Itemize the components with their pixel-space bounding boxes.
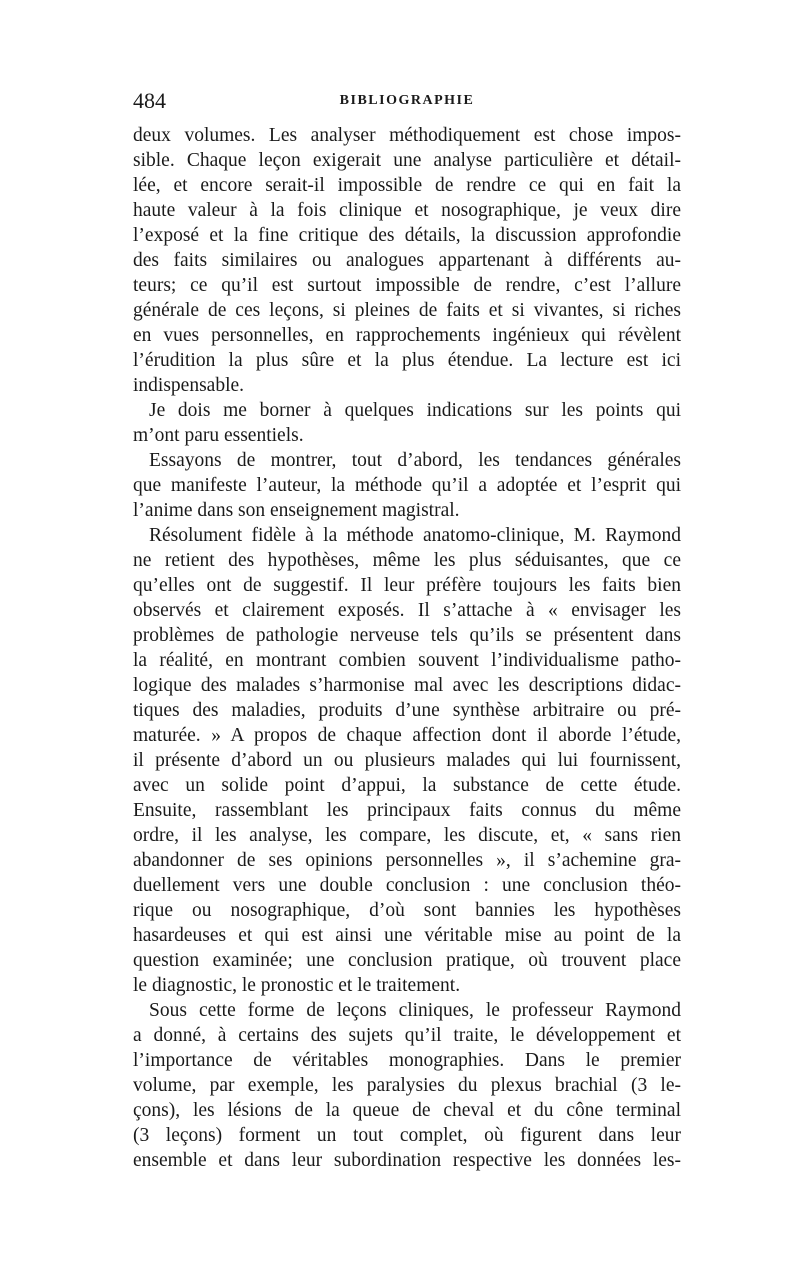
text-line: logique des malades s’harmonise mal avec les descriptions didac-: [133, 675, 681, 696]
text-line: Ensuite, rassemblant les principaux faits connus du même: [133, 800, 681, 821]
text-line: m’ont paru essentiels.: [133, 425, 304, 446]
text-line: rique ou nosographique, d’où sont bannies les hypothèses: [133, 900, 681, 921]
text-line: Essayons de montrer, tout d’abord, les tendances générales: [149, 450, 681, 471]
text-line: ne retient des hypothèses, même les plus séduisantes, que ce: [133, 550, 681, 571]
text-line: indispensable.: [133, 375, 245, 396]
text-line: hasardeuses et qui est ainsi une véritable mise au point de la: [133, 925, 681, 946]
text-line: le diagnostic, le pronostic et le traitement.: [133, 975, 461, 996]
text-line: abandonner de ses opinions personnelles », il s’achemine gra-: [133, 850, 681, 871]
text-line: deux volumes. Les analyser méthodiquement est chose impos-: [133, 125, 681, 146]
text-line: observés et clairement exposés. Il s’attache à « envisager les: [133, 600, 681, 621]
text-line: lée, et encore serait-il impossible de rendre ce qui en fait la: [133, 175, 681, 196]
text-line: l’exposé et la fine critique des détails, la discussion approfondie: [133, 225, 681, 246]
running-title: BIBLIOGRAPHIE: [339, 93, 475, 108]
text-line: (3 leçons) forment un tout complet, où figurent dans leur: [133, 1125, 681, 1146]
text-line: Sous cette forme de leçons cliniques, le professeur Raymond: [149, 1000, 681, 1021]
text-line: que manifeste l’auteur, la méthode qu’il a adoptée et l’esprit qui: [133, 475, 681, 496]
text-line: sible. Chaque leçon exigerait une analyse particulière et détail-: [133, 150, 681, 171]
text-line: çons), les lésions de la queue de cheval et du cône terminal: [133, 1100, 681, 1121]
text-line: Résolument fidèle à la méthode anatomo-clinique, M. Raymond: [149, 525, 681, 546]
text-line: avec un solide point d’appui, la substance de cette étude.: [133, 775, 681, 796]
text-line: maturée. » A propos de chaque affection dont il aborde l’étude,: [133, 725, 681, 746]
text-line: la réalité, en montrant combien souvent l’individualisme patho-: [133, 650, 681, 671]
text-line: problèmes de pathologie nerveuse tels qu’ils se présentent dans: [133, 625, 681, 646]
text-line: a donné, à certains des sujets qu’il traite, le développement et: [133, 1025, 681, 1046]
text-line: l’érudition la plus sûre et la plus étendue. La lecture est ici: [133, 350, 681, 371]
text-line: ensemble et dans leur subordination respective les données les-: [133, 1150, 681, 1171]
body-text: [133, 123, 681, 1173]
text-line: en vues personnelles, en rapprochements ingénieux qui révèlent: [133, 325, 681, 346]
page-number: 484: [133, 88, 166, 113]
text-line: haute valeur à la fois clinique et nosographique, je veux dire: [133, 200, 681, 221]
page-header: [133, 88, 681, 116]
text-line: l’anime dans son enseignement magistral.: [133, 500, 460, 521]
text-line: qu’elles ont de suggestif. Il leur préfère toujours les faits bien: [133, 575, 681, 596]
text-line: volume, par exemple, les paralysies du plexus brachial (3 le-: [133, 1075, 681, 1096]
text-line: l’importance de véritables monographies. Dans le premier: [133, 1050, 681, 1071]
text-line: générale de ces leçons, si pleines de faits et si vivantes, si riches: [133, 300, 681, 321]
text-line: teurs; ce qu’il est surtout impossible de rendre, c’est l’allure: [133, 275, 681, 296]
text-line: il présente d’abord un ou plusieurs malades qui lui fournissent,: [133, 750, 681, 771]
text-line: ordre, il les analyse, les compare, les discute, et, « sans rien: [133, 825, 681, 846]
text-line: tiques des maladies, produits d’une synthèse arbitraire ou pré-: [133, 700, 681, 721]
text-line: des faits similaires ou analogues appartenant à différents au-: [133, 250, 681, 271]
text-line: question examinée; une conclusion pratique, où trouvent place: [133, 950, 681, 971]
text-line: Je dois me borner à quelques indications sur les points qui: [149, 400, 681, 421]
text-line: duellement vers une double conclusion : une conclusion théo-: [133, 875, 681, 896]
